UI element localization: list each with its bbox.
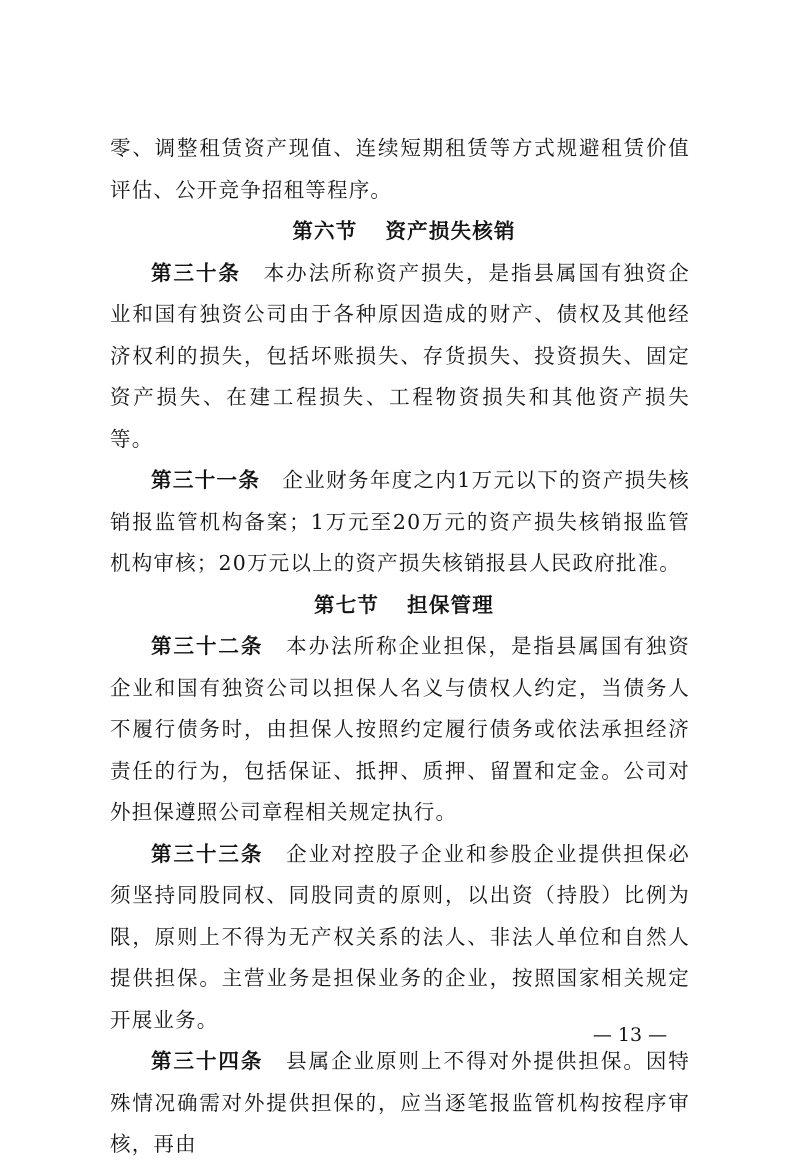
article-34 bbox=[110, 1041, 690, 1166]
article-text: 企业财务年度之内1万元以下的资产损失核销报监管机构备案；1万元至20万元的资产损失核销报监管机构审核；20万元以上的资产损失核销报县人民政府批准。 bbox=[110, 468, 691, 575]
section-heading-7 bbox=[110, 585, 690, 627]
article-heading: 第三十三条 bbox=[151, 841, 264, 866]
article-heading: 第三十四条 bbox=[151, 1049, 264, 1073]
article-32 bbox=[110, 626, 690, 834]
section-number: 第六节 bbox=[292, 219, 358, 243]
article-text: 县属企业原则上不得对外提供担保。因特殊情况确需对外提供担保的，应当逐笔报监管机构按程序审核，再由 bbox=[110, 1049, 690, 1156]
article-33 bbox=[110, 834, 690, 1042]
article-30 bbox=[110, 253, 690, 461]
article-heading: 第三十条 bbox=[151, 260, 241, 285]
article-heading: 第三十二条 bbox=[151, 634, 264, 658]
document-body bbox=[110, 128, 690, 1166]
page-number: — 13 — bbox=[592, 1024, 668, 1046]
article-text: 企业对控股子企业和参股企业提供担保必须坚持同股同权、同股同责的原则，以出资（持股）比例为限，原则上不得为无产权关系的法人、非法人单位和自然人提供担保。主营业务是担保业务的企业，按照国家相关规定开展业务。 bbox=[110, 841, 690, 1032]
continued-paragraph: 零、调整租赁资产现值、连续短期租赁等方式规避租赁价值评估、公开竞争招租等程序。 bbox=[110, 136, 690, 202]
article-text: 本办法所称资产损失，是指县属国有独资企业和国有独资公司由于各种原因造成的财产、债权及其他经济权利的损失，包括坏账损失、存货损失、投资损失、固定资产损失、在建工程损失、工程物资损失和其他资产损失等。 bbox=[110, 260, 690, 451]
section-title-text: 资产损失核销 bbox=[385, 219, 516, 243]
article-31 bbox=[110, 460, 690, 585]
section-title-text: 担保管理 bbox=[407, 592, 494, 617]
section-number: 第七节 bbox=[314, 592, 380, 617]
section-heading-6 bbox=[110, 211, 690, 253]
article-heading: 第三十一条 bbox=[151, 468, 261, 492]
article-text: 本办法所称企业担保，是指县属国有独资企业和国有独资公司以担保人名义与债权人约定，当债务人不履行债务时，由担保人按照约定履行债务或依法承担经济责任的行为，包括保证、抵押、质押、留置和定金。公司对外担保遵照公司章程相关规定执行。 bbox=[110, 634, 690, 824]
